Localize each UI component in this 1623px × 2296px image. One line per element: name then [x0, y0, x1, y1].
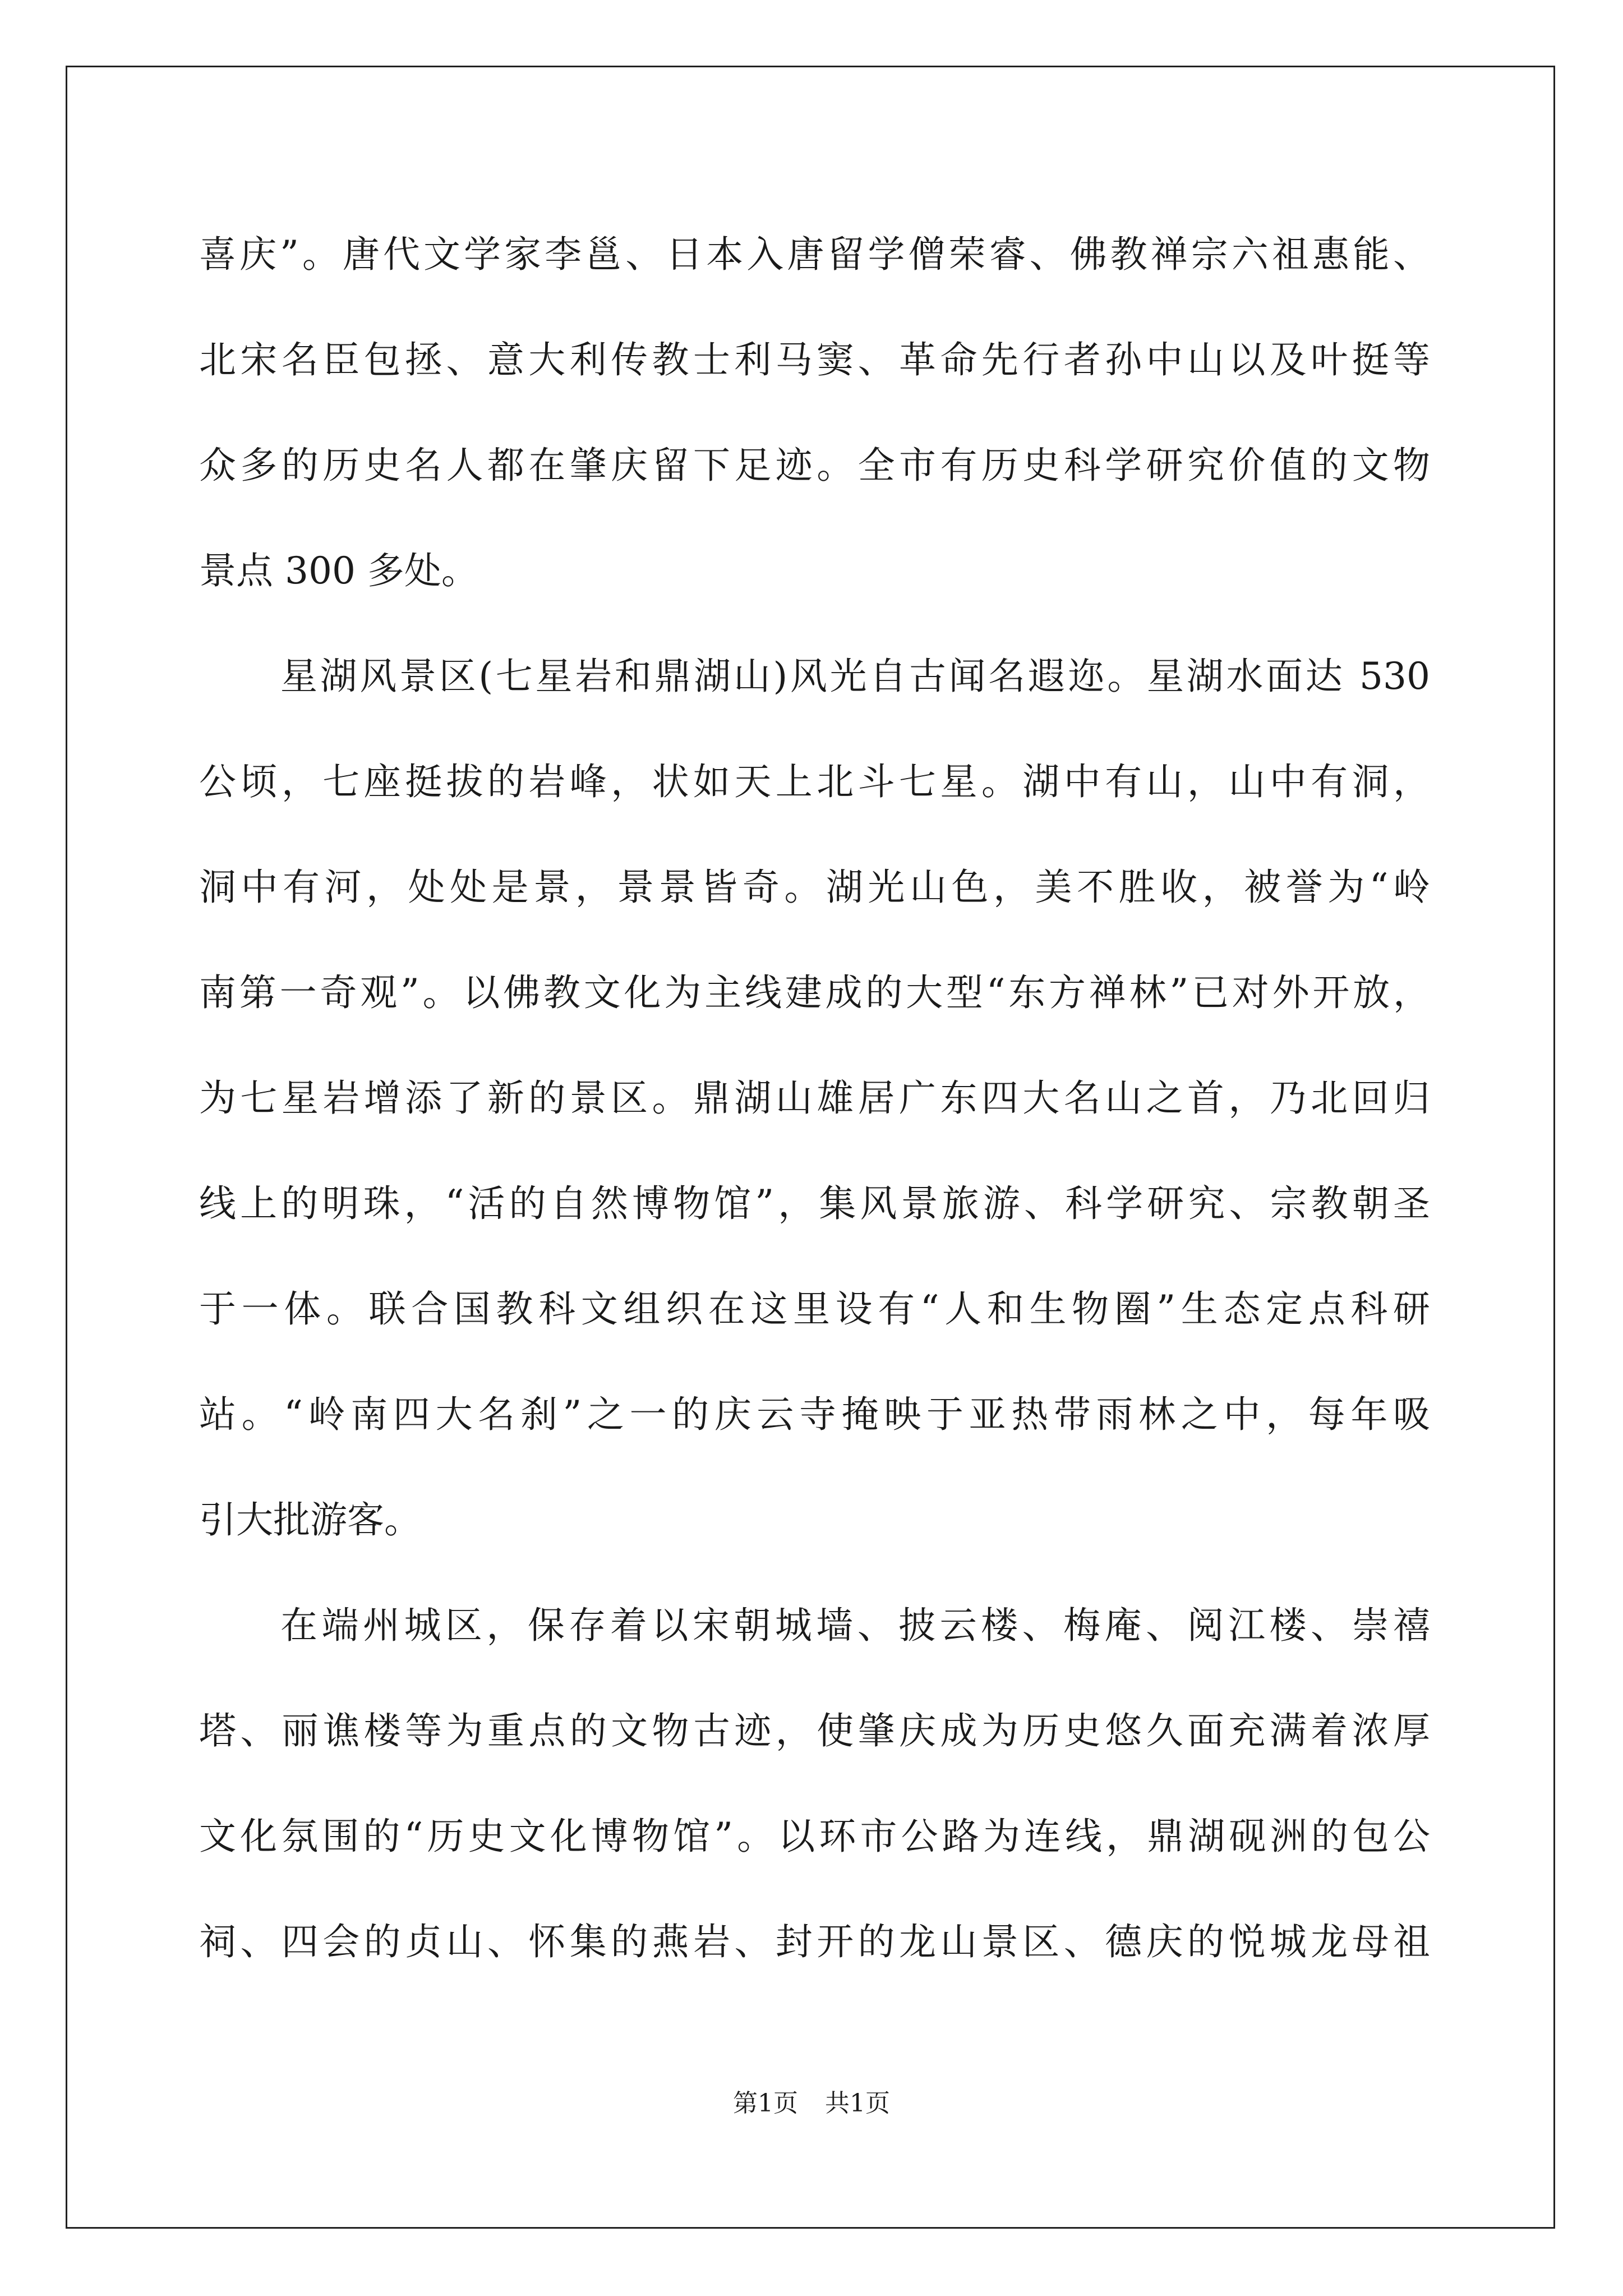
text-line: 线上的明珠，“活的自然博物馆”，集风景旅游、科学研究、宗教朝圣 — [199, 1182, 1430, 1225]
text-line: 站。“岭南四大名刹”之一的庆云寺掩映于亚热带雨林之中，每年吸 — [199, 1393, 1430, 1436]
text-line: 众多的历史名人都在肇庆留下足迹。全市有历史科学研究价值的文物 — [199, 444, 1430, 487]
text-line: 景点 300 多处。 — [199, 549, 478, 592]
document-body — [199, 202, 1430, 1995]
text-line: 喜庆”。唐代文学家李邕、日本入唐留学僧荣睿、佛教禅宗六祖惠能、 — [199, 233, 1430, 276]
page-total: 共1页 — [825, 2089, 890, 2118]
text-line: 南第一奇观”。以佛教文化为主线建成的大型“东方禅林”已对外开放， — [199, 971, 1430, 1014]
page-number: 第1页 — [733, 2089, 798, 2118]
text-line: 洞中有河，处处是景，景景皆奇。湖光山色，美不胜收，被誉为“岭 — [199, 866, 1430, 909]
text-line: 塔、丽谯楼等为重点的文物古迹，使肇庆成为历史悠久面充满着浓厚 — [199, 1709, 1430, 1752]
text-line: 引大批游客。 — [199, 1498, 421, 1542]
text-line: 祠、四会的贞山、怀集的燕岩、封开的龙山景区、德庆的悦城龙母祖 — [199, 1920, 1430, 1963]
text-line: 在端州城区，保存着以宋朝城墙、披云楼、梅庵、阅江楼、崇禧 — [280, 1604, 1430, 1647]
text-line: 为七星岩增添了新的景区。鼎湖山雄居广东四大名山之首，乃北回归 — [199, 1076, 1430, 1120]
text-line: 于一体。联合国教科文组织在这里设有“人和生物圈”生态定点科研 — [199, 1287, 1430, 1331]
text-line: 公顷，七座挺拔的岩峰，状如天上北斗七星。湖中有山，山中有洞， — [199, 760, 1430, 803]
page-footer — [0, 2087, 1623, 2120]
text-line: 文化氛围的“历史文化博物馆”。以环市公路为连线，鼎湖砚洲的包公 — [199, 1815, 1430, 1858]
text-line: 星湖风景区(七星岩和鼎湖山)风光自古闻名遐迩。星湖水面达 530 — [280, 655, 1430, 698]
text-line: 北宋名臣包拯、意大利传教士利马窦、革命先行者孙中山以及叶挺等 — [199, 338, 1430, 381]
